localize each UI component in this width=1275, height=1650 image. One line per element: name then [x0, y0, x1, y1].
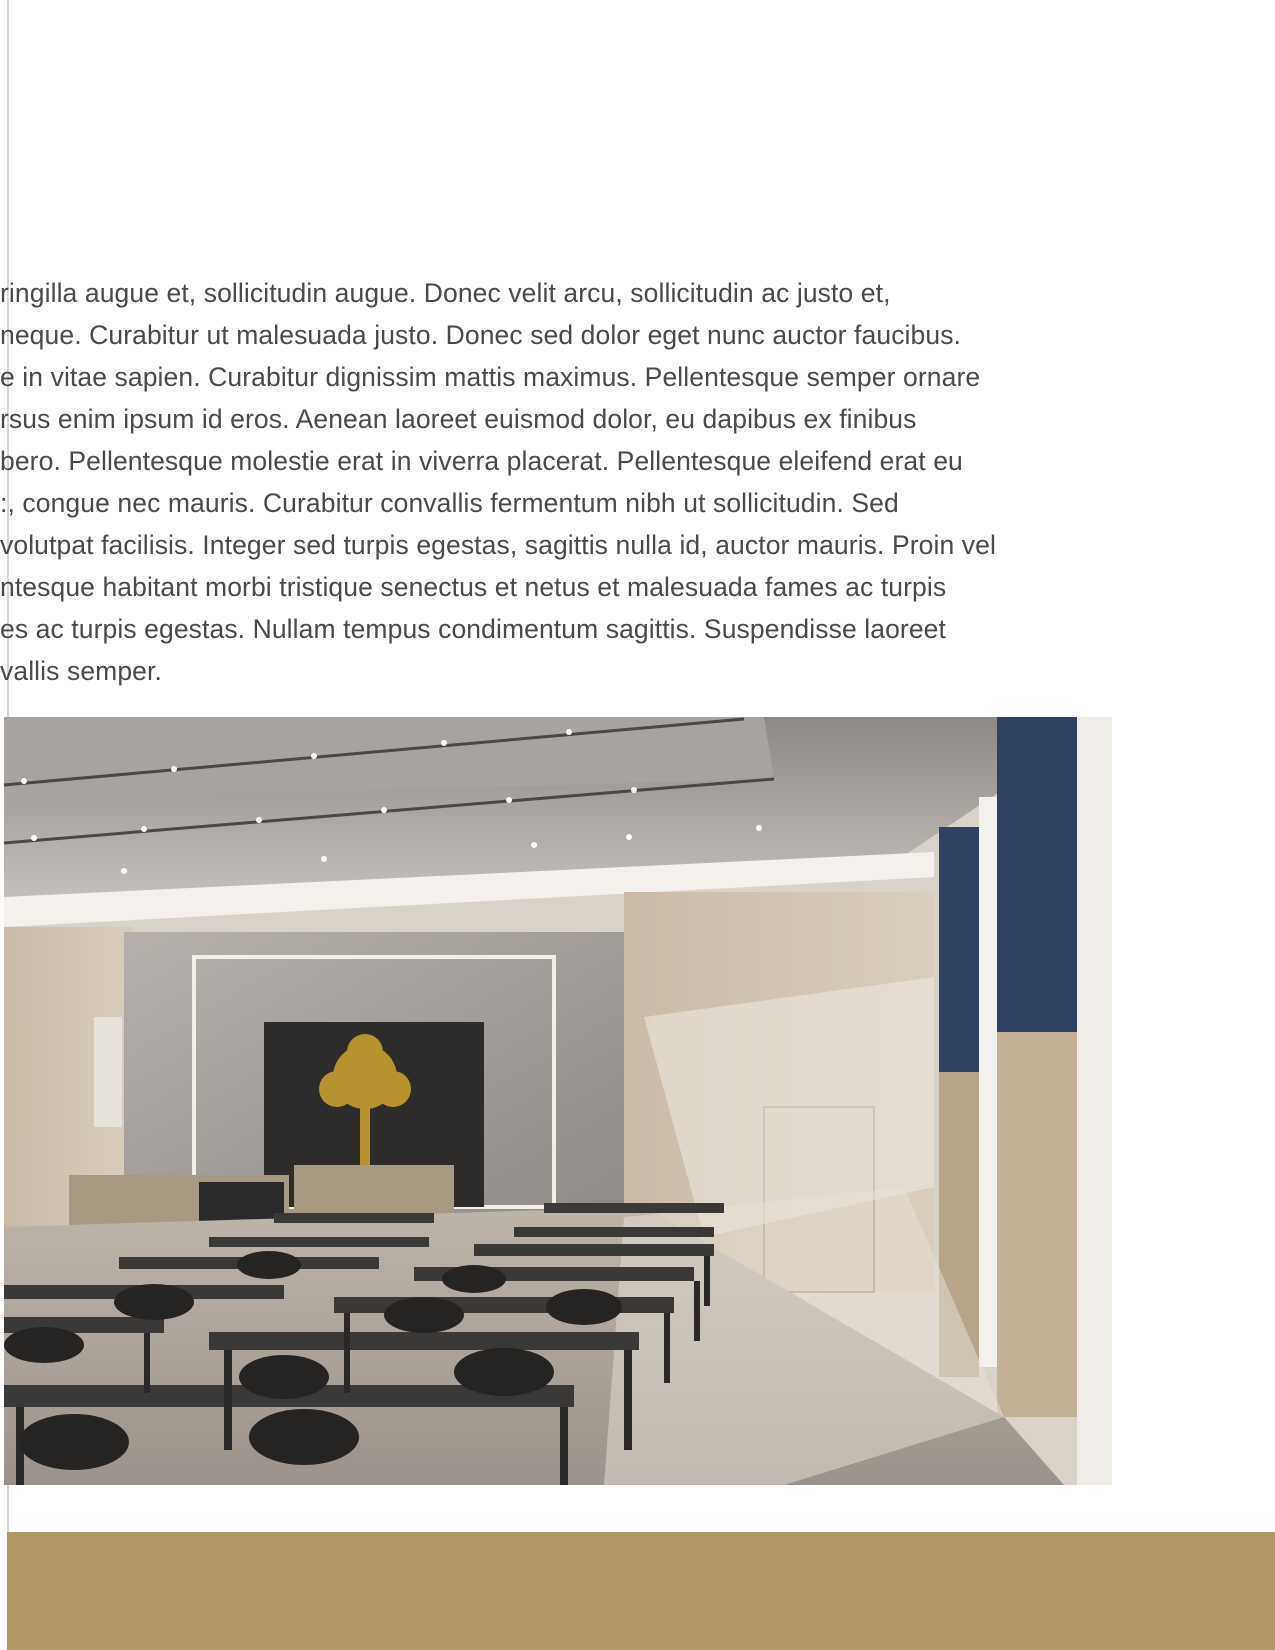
paragraph-line: neque. Curabitur ut malesuada justo. Donec sed dolor eget nunc auctor faucibus.: [0, 320, 962, 350]
paragraph-line: :, congue nec mauris. Curabitur convallis fermentum nibh ut sollicitudin. Sed: [0, 488, 899, 518]
paragraph-line: rsus enim ipsum id eros. Aenean laoreet euismod dolor, eu dapibus ex finibus: [0, 404, 917, 434]
body-paragraph: [0, 272, 1140, 692]
interior-rendering-image: [4, 717, 1112, 1485]
paragraph-line: volutpat facilisis. Integer sed turpis egestas, sagittis nulla id, auctor mauris. Proin vel: [0, 530, 996, 560]
classroom-rendering: [4, 717, 1112, 1485]
paragraph-line: ntesque habitant morbi tristique senectus et netus et malesuada fames ac turpis: [0, 572, 947, 602]
paragraph-line: e in vitae sapien. Curabitur dignissim mattis maximus. Pellentesque semper ornare: [0, 362, 981, 392]
footer-color-band: [7, 1532, 1275, 1650]
paragraph-line: es ac turpis egestas. Nullam tempus condimentum sagittis. Suspendisse laoreet: [0, 614, 946, 644]
paragraph-line: bero. Pellentesque molestie erat in viverra placerat. Pellentesque eleifend erat eu: [0, 446, 963, 476]
paragraph-line: vallis semper.: [0, 656, 162, 686]
paragraph-line: ringilla augue et, sollicitudin augue. Donec velit arcu, sollicitudin ac justo et,: [0, 278, 891, 308]
